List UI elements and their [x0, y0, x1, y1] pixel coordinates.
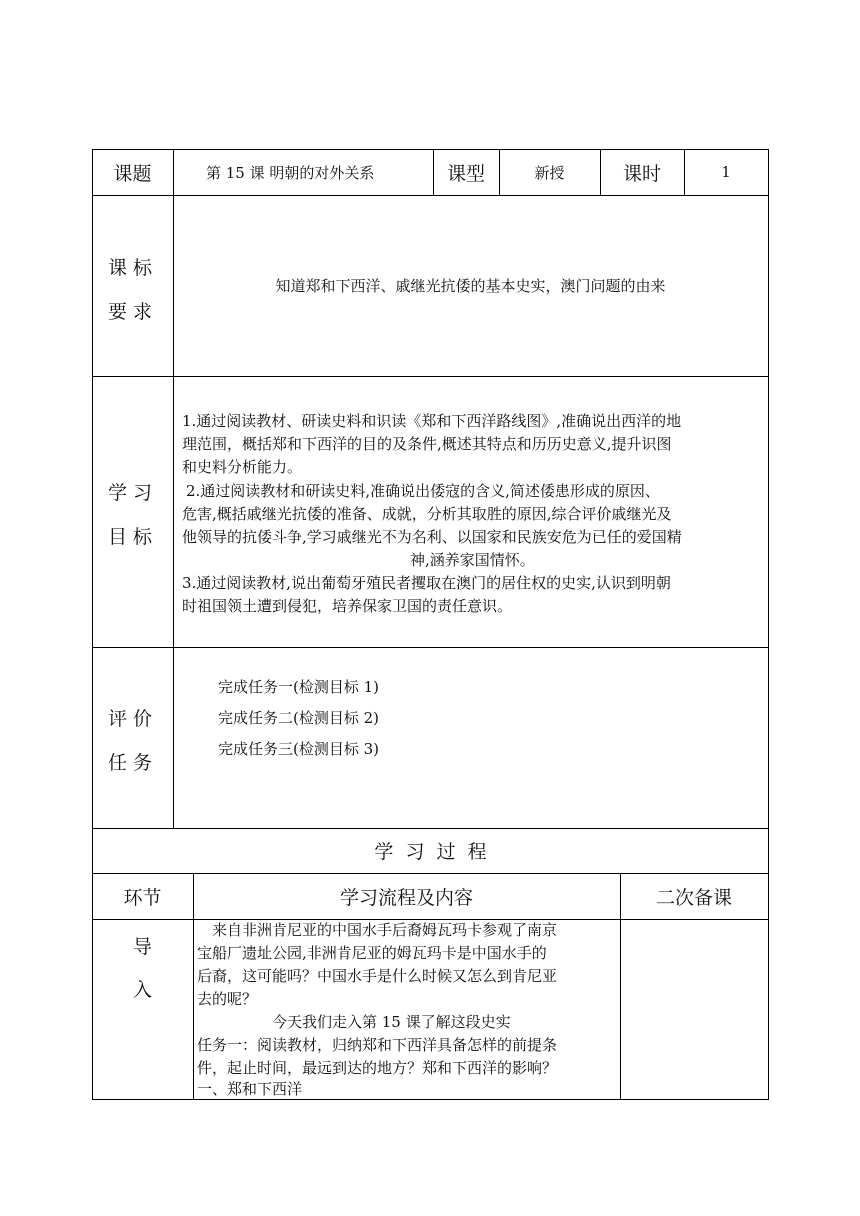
process-line: 宝船厂遗址公园,非洲肯尼亚的姆瓦玛卡是中国水手的: [197, 944, 547, 962]
evaluation-label-line1: 评 价: [108, 708, 153, 730]
process-title: 学 习 过 程: [374, 841, 487, 863]
type-label: 课型: [446, 162, 485, 185]
objective-line: 神,涵养家国情怀。: [410, 551, 535, 569]
objective-line: 2.通过阅读教材和研读史料,准确说出倭寇的含义,简述倭患形成的原因、: [186, 482, 660, 500]
process-line: 后裔，这可能吗？中国水手是什么时候又怎么到肯尼亚: [197, 967, 558, 985]
row-divider: [92, 195, 769, 196]
process-line: 去的呢？: [197, 990, 258, 1008]
evaluation-label-line2: 任 务: [108, 752, 153, 774]
process-col-notes: 二次备课: [655, 886, 732, 909]
type-value: 新授: [534, 163, 565, 182]
objectives-label-line2: 目 标: [108, 526, 153, 548]
objective-line: 时祖国领土遭到侵犯，培养保家卫国的责任意识。: [182, 597, 513, 615]
period-value: 1: [721, 163, 731, 181]
objective-line: 和史料分析能力。: [182, 458, 303, 476]
evaluation-task: 完成任务一(检测目标 1): [218, 678, 380, 696]
process-col-content: 学习流程及内容: [339, 886, 473, 909]
table-border-left: [92, 149, 93, 1100]
topic-value: 第 15 课 明朝的对外关系: [206, 163, 375, 182]
standard-text: 知道郑和下西洋、戚继光抗倭的基本史实，澳门问题的由来: [275, 276, 666, 295]
stage-label-line1: 导: [133, 936, 153, 958]
process-line: 一、郑和下西洋: [197, 1080, 303, 1098]
topic-label: 课题: [113, 162, 152, 185]
process-line: 来自非洲肯尼亚的中国水手后裔姆瓦玛卡参观了南京: [212, 921, 558, 939]
evaluation-task: 完成任务二(检测目标 2): [218, 709, 380, 727]
objectives-label-line1: 学 习: [108, 482, 153, 504]
process-line: 任务一：阅读教材，归纳郑和下西洋具备怎样的前提条: [197, 1036, 558, 1054]
standard-label-line1: 课 标: [108, 257, 153, 279]
process-line: 今天我们走入第 15 课了解这段史实: [272, 1013, 511, 1031]
stage-label-line2: 入: [133, 979, 153, 1001]
standard-label-line2: 要 求: [108, 301, 153, 323]
objective-line: 1.通过阅读教材、研读史料和识读《郑和下西洋路线图》,准确说出西洋的地: [182, 412, 682, 430]
objective-line: 理范围，概括郑和下西洋的目的及条件,概述其特点和历历史意义,提升识图: [182, 435, 672, 453]
table-border-right: [768, 149, 769, 1100]
process-col-stage: 环节: [123, 886, 162, 909]
row-divider: [92, 647, 769, 648]
objective-line: 他领导的抗倭斗争,学习戚继光不为名利、以国家和民族安危为已任的爱国精: [182, 528, 682, 546]
period-label: 课时: [622, 162, 661, 185]
evaluation-task: 完成任务三(检测目标 3): [218, 740, 380, 758]
objective-line: 3.通过阅读教材,说出葡萄牙殖民者攫取在澳门的居住权的史实,认识到明朝: [182, 574, 671, 592]
process-line: 件，起止时间，最远到达的地方？郑和下西洋的影响？: [197, 1059, 558, 1077]
row-divider: [92, 376, 769, 377]
objective-line: 危害,概括戚继光抗倭的准备、成就，分析其取胜的原因,综合评价戚继光及: [182, 505, 672, 523]
col-divider: [173, 149, 174, 829]
